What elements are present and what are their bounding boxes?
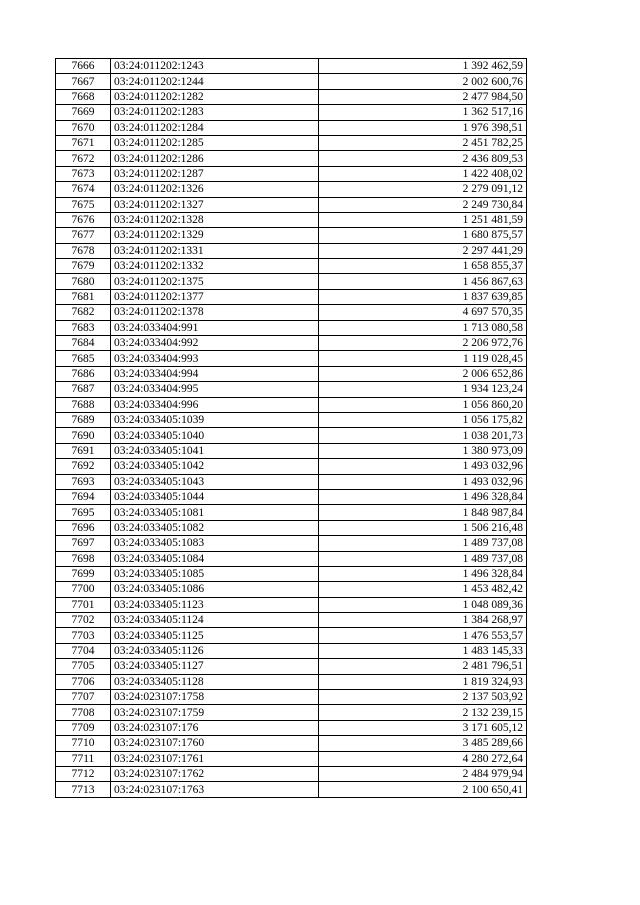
- row-number-cell: 7696: [56, 520, 111, 535]
- row-number-cell: 7686: [56, 366, 111, 381]
- cadastral-value-cell: 1 422 408,02: [319, 166, 527, 181]
- row-number-cell: 7676: [56, 212, 111, 227]
- table-row: [56, 135, 527, 150]
- cadastral-value-cell: 1 489 737,08: [319, 551, 527, 566]
- row-number-cell: 7713: [56, 782, 111, 797]
- table-row: [56, 674, 527, 689]
- row-number-cell: 7701: [56, 597, 111, 612]
- table-row: [56, 474, 527, 489]
- cadastral-value-cell: 2 436 809,53: [319, 151, 527, 166]
- table-row: [56, 782, 527, 797]
- cadastral-number-cell: 03:24:011202:1328: [111, 212, 319, 227]
- cadastral-value-cell: 2 279 091,12: [319, 182, 527, 197]
- table-body: [56, 59, 527, 798]
- cadastral-number-cell: 03:24:033405:1043: [111, 474, 319, 489]
- table-row: [56, 566, 527, 581]
- row-number-cell: 7711: [56, 751, 111, 766]
- row-number-cell: 7694: [56, 489, 111, 504]
- cadastral-number-cell: 03:24:011202:1327: [111, 197, 319, 212]
- cadastral-value-cell: 1 934 123,24: [319, 382, 527, 397]
- cadastral-number-cell: 03:24:033404:994: [111, 366, 319, 381]
- row-number-cell: 7673: [56, 166, 111, 181]
- cadastral-value-cell: 2 249 730,84: [319, 197, 527, 212]
- cadastral-value-cell: 1 489 737,08: [319, 536, 527, 551]
- table-row: [56, 120, 527, 135]
- table-row: [56, 551, 527, 566]
- cadastral-number-cell: 03:24:033405:1084: [111, 551, 319, 566]
- table-row: [56, 274, 527, 289]
- cadastral-value-cell: 1 251 481,59: [319, 212, 527, 227]
- row-number-cell: 7666: [56, 59, 111, 74]
- cadastral-value-cell: 1 493 032,96: [319, 474, 527, 489]
- cadastral-number-cell: 03:24:033404:992: [111, 336, 319, 351]
- cadastral-value-cell: 2 137 503,92: [319, 690, 527, 705]
- cadastral-number-cell: 03:24:033404:996: [111, 397, 319, 412]
- cadastral-value-cell: 1 392 462,59: [319, 59, 527, 74]
- cadastral-number-cell: 03:24:033405:1044: [111, 489, 319, 504]
- row-number-cell: 7699: [56, 566, 111, 581]
- row-number-cell: 7667: [56, 74, 111, 89]
- row-number-cell: 7675: [56, 197, 111, 212]
- cadastral-number-cell: 03:24:033405:1086: [111, 582, 319, 597]
- cadastral-value-cell: 3 485 289,66: [319, 736, 527, 751]
- row-number-cell: 7674: [56, 182, 111, 197]
- row-number-cell: 7688: [56, 397, 111, 412]
- cadastral-value-cell: 1 976 398,51: [319, 120, 527, 135]
- cadastral-number-cell: 03:24:033405:1125: [111, 628, 319, 643]
- row-number-cell: 7705: [56, 659, 111, 674]
- cadastral-number-cell: 03:24:033405:1085: [111, 566, 319, 581]
- row-number-cell: 7680: [56, 274, 111, 289]
- cadastral-number-cell: 03:24:011202:1243: [111, 59, 319, 74]
- table-row: [56, 289, 527, 304]
- table-row: [56, 105, 527, 120]
- cadastral-value-cell: 1 056 175,82: [319, 412, 527, 427]
- row-number-cell: 7677: [56, 228, 111, 243]
- table-row: [56, 443, 527, 458]
- cadastral-value-cell: 1 848 987,84: [319, 505, 527, 520]
- row-number-cell: 7709: [56, 720, 111, 735]
- row-number-cell: 7671: [56, 135, 111, 150]
- table-row: [56, 320, 527, 335]
- cadastral-value-cell: 1 496 328,84: [319, 566, 527, 581]
- cadastral-value-cell: 4 697 570,35: [319, 305, 527, 320]
- table-row: [56, 736, 527, 751]
- cadastral-value-cell: 2 002 600,76: [319, 74, 527, 89]
- table-row: [56, 628, 527, 643]
- row-number-cell: 7707: [56, 690, 111, 705]
- row-number-cell: 7712: [56, 766, 111, 781]
- cadastral-value-cell: 1 496 328,84: [319, 489, 527, 504]
- cadastral-value-cell: 2 481 796,51: [319, 659, 527, 674]
- table-row: [56, 366, 527, 381]
- cadastral-value-cell: 1 483 145,33: [319, 643, 527, 658]
- cadastral-value-cell: 1 119 028,45: [319, 351, 527, 366]
- cadastral-number-cell: 03:24:011202:1378: [111, 305, 319, 320]
- document-page: [55, 58, 526, 798]
- row-number-cell: 7678: [56, 243, 111, 258]
- table-row: [56, 59, 527, 74]
- cadastral-value-cell: 1 476 553,57: [319, 628, 527, 643]
- table-row: [56, 197, 527, 212]
- row-number-cell: 7683: [56, 320, 111, 335]
- row-number-cell: 7704: [56, 643, 111, 658]
- cadastral-number-cell: 03:24:011202:1375: [111, 274, 319, 289]
- table-row: [56, 613, 527, 628]
- cadastral-value-cell: 2 484 979,94: [319, 766, 527, 781]
- table-row: [56, 536, 527, 551]
- cadastral-value-cell: 2 297 441,29: [319, 243, 527, 258]
- table-row: [56, 259, 527, 274]
- cadastral-value-cell: 2 451 782,25: [319, 135, 527, 150]
- cadastral-number-cell: 03:24:033405:1128: [111, 674, 319, 689]
- cadastral-value-cell: 1 713 080,58: [319, 320, 527, 335]
- cadastral-value-cell: 1 680 875,57: [319, 228, 527, 243]
- cadastral-value-cell: 3 171 605,12: [319, 720, 527, 735]
- cadastral-number-cell: 03:24:033405:1040: [111, 428, 319, 443]
- cadastral-value-cell: 1 506 216,48: [319, 520, 527, 535]
- table-row: [56, 212, 527, 227]
- table-row: [56, 228, 527, 243]
- table-row: [56, 643, 527, 658]
- row-number-cell: 7693: [56, 474, 111, 489]
- cadastral-value-cell: 1 819 324,93: [319, 674, 527, 689]
- row-number-cell: 7668: [56, 89, 111, 104]
- row-number-cell: 7681: [56, 289, 111, 304]
- table-row: [56, 336, 527, 351]
- table-row: [56, 459, 527, 474]
- cadastral-value-cell: 2 006 652,86: [319, 366, 527, 381]
- cadastral-number-cell: 03:24:023107:1758: [111, 690, 319, 705]
- table-row: [56, 351, 527, 366]
- row-number-cell: 7684: [56, 336, 111, 351]
- row-number-cell: 7685: [56, 351, 111, 366]
- cadastral-number-cell: 03:24:033405:1041: [111, 443, 319, 458]
- row-number-cell: 7708: [56, 705, 111, 720]
- cadastral-number-cell: 03:24:033405:1042: [111, 459, 319, 474]
- cadastral-value-cell: 1 453 482,42: [319, 582, 527, 597]
- cadastral-number-cell: 03:24:033404:993: [111, 351, 319, 366]
- cadastral-number-cell: 03:24:011202:1377: [111, 289, 319, 304]
- table-row: [56, 597, 527, 612]
- cadastral-value-cell: 1 658 855,37: [319, 259, 527, 274]
- row-number-cell: 7689: [56, 412, 111, 427]
- row-number-cell: 7687: [56, 382, 111, 397]
- row-number-cell: 7700: [56, 582, 111, 597]
- table-row: [56, 182, 527, 197]
- cadastral-number-cell: 03:24:023107:1762: [111, 766, 319, 781]
- cadastral-number-cell: 03:24:033404:991: [111, 320, 319, 335]
- cadastral-number-cell: 03:24:033405:1081: [111, 505, 319, 520]
- table-row: [56, 505, 527, 520]
- cadastral-number-cell: 03:24:033405:1082: [111, 520, 319, 535]
- row-number-cell: 7670: [56, 120, 111, 135]
- cadastral-number-cell: 03:24:033405:1124: [111, 613, 319, 628]
- cadastral-number-cell: 03:24:023107:1760: [111, 736, 319, 751]
- cadastral-value-table: [55, 58, 527, 798]
- cadastral-number-cell: 03:24:033405:1083: [111, 536, 319, 551]
- cadastral-value-cell: 1 493 032,96: [319, 459, 527, 474]
- row-number-cell: 7679: [56, 259, 111, 274]
- table-row: [56, 243, 527, 258]
- cadastral-value-cell: 1 456 867,63: [319, 274, 527, 289]
- cadastral-number-cell: 03:24:011202:1283: [111, 105, 319, 120]
- table-row: [56, 382, 527, 397]
- cadastral-number-cell: 03:24:011202:1287: [111, 166, 319, 181]
- row-number-cell: 7692: [56, 459, 111, 474]
- table-row: [56, 582, 527, 597]
- table-row: [56, 428, 527, 443]
- cadastral-number-cell: 03:24:011202:1244: [111, 74, 319, 89]
- cadastral-number-cell: 03:24:033405:1126: [111, 643, 319, 658]
- table-row: [56, 766, 527, 781]
- cadastral-value-cell: 1 048 089,36: [319, 597, 527, 612]
- row-number-cell: 7710: [56, 736, 111, 751]
- table-row: [56, 305, 527, 320]
- cadastral-number-cell: 03:24:033404:995: [111, 382, 319, 397]
- cadastral-number-cell: 03:24:023107:1759: [111, 705, 319, 720]
- table-row: [56, 166, 527, 181]
- table-row: [56, 520, 527, 535]
- table-row: [56, 659, 527, 674]
- cadastral-number-cell: 03:24:023107:1761: [111, 751, 319, 766]
- row-number-cell: 7702: [56, 613, 111, 628]
- row-number-cell: 7706: [56, 674, 111, 689]
- cadastral-number-cell: 03:24:011202:1285: [111, 135, 319, 150]
- cadastral-number-cell: 03:24:023107:176: [111, 720, 319, 735]
- row-number-cell: 7695: [56, 505, 111, 520]
- cadastral-number-cell: 03:24:023107:1763: [111, 782, 319, 797]
- row-number-cell: 7669: [56, 105, 111, 120]
- cadastral-value-cell: 4 280 272,64: [319, 751, 527, 766]
- table-row: [56, 720, 527, 735]
- row-number-cell: 7698: [56, 551, 111, 566]
- cadastral-value-cell: 2 100 650,41: [319, 782, 527, 797]
- table-row: [56, 690, 527, 705]
- cadastral-number-cell: 03:24:011202:1329: [111, 228, 319, 243]
- row-number-cell: 7703: [56, 628, 111, 643]
- cadastral-number-cell: 03:24:011202:1332: [111, 259, 319, 274]
- cadastral-number-cell: 03:24:011202:1286: [111, 151, 319, 166]
- cadastral-number-cell: 03:24:033405:1123: [111, 597, 319, 612]
- row-number-cell: 7682: [56, 305, 111, 320]
- table-row: [56, 397, 527, 412]
- row-number-cell: 7697: [56, 536, 111, 551]
- cadastral-number-cell: 03:24:033405:1127: [111, 659, 319, 674]
- row-number-cell: 7691: [56, 443, 111, 458]
- table-row: [56, 89, 527, 104]
- table-row: [56, 151, 527, 166]
- cadastral-number-cell: 03:24:011202:1282: [111, 89, 319, 104]
- cadastral-value-cell: 1 380 973,09: [319, 443, 527, 458]
- cadastral-value-cell: 1 056 860,20: [319, 397, 527, 412]
- cadastral-value-cell: 1 038 201,73: [319, 428, 527, 443]
- table-row: [56, 489, 527, 504]
- cadastral-value-cell: 2 206 972,76: [319, 336, 527, 351]
- cadastral-value-cell: 2 132 239,15: [319, 705, 527, 720]
- cadastral-number-cell: 03:24:011202:1326: [111, 182, 319, 197]
- cadastral-value-cell: 1 362 517,16: [319, 105, 527, 120]
- cadastral-value-cell: 1 384 268,97: [319, 613, 527, 628]
- table-row: [56, 412, 527, 427]
- row-number-cell: 7672: [56, 151, 111, 166]
- cadastral-value-cell: 1 837 639,85: [319, 289, 527, 304]
- cadastral-number-cell: 03:24:011202:1284: [111, 120, 319, 135]
- table-row: [56, 751, 527, 766]
- table-row: [56, 74, 527, 89]
- cadastral-number-cell: 03:24:011202:1331: [111, 243, 319, 258]
- row-number-cell: 7690: [56, 428, 111, 443]
- cadastral-value-cell: 2 477 984,50: [319, 89, 527, 104]
- table-row: [56, 705, 527, 720]
- cadastral-number-cell: 03:24:033405:1039: [111, 412, 319, 427]
